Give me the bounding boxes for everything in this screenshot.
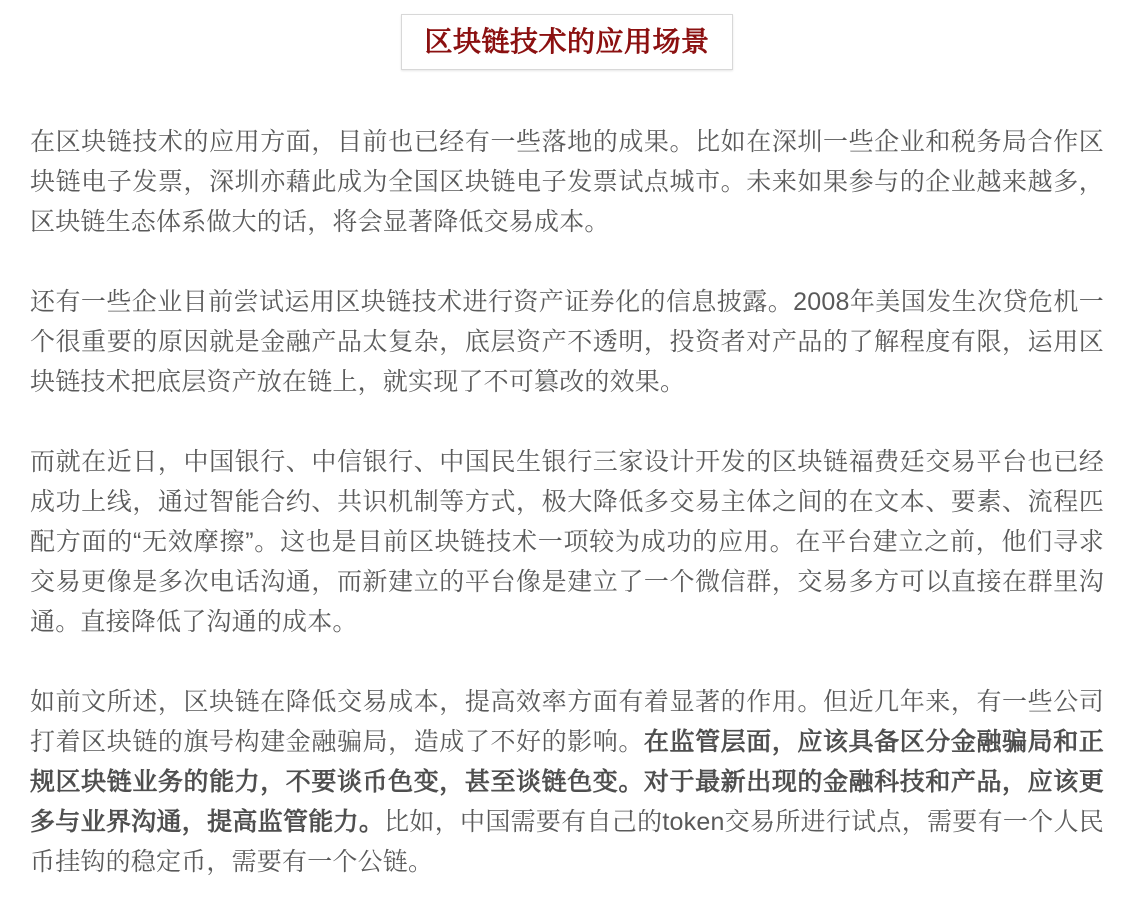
article-title-box <box>401 14 732 70</box>
article-title: 区块链技术的应用场景 <box>424 26 710 57</box>
paragraph-3 <box>30 442 1104 642</box>
paragraph-4-bold-text: 在监管层面，应该具备区分金融骗局和正规区块链业务的能力，不要谈币色变，甚至谈链色变。对于最新出现的金融科技和产品，应该更多与业界沟通，提高监管能力。 <box>30 728 1104 836</box>
paragraph-1 <box>30 122 1104 242</box>
paragraph-4-text-before: 如前文所述，区块链在降低交易成本，提高效率方面有着显著的作用。但近几年来，有一些公司打着区块链的旗号构建金融骗局，造成了不好的影响。 <box>30 688 1104 756</box>
paragraph-3-text: 而就在近日，中国银行、中信银行、中国民生银行三家设计开发的区块链福费廷交易平台也已经成功上线，通过智能合约、共识机制等方式，极大降低多交易主体之间的在文本、要素、流程匹配方面的“无效摩擦”。这也是目前区块链技术一项较为成功的应用。在平台建立之前，他们寻求交易更像是多次电话沟通，而新建立的平台像是建立了一个微信群，交易多方可以直接在群里沟通。直接降低了沟通的成本。 <box>30 448 1104 636</box>
article-body <box>30 122 1104 882</box>
paragraph-4 <box>30 682 1104 882</box>
paragraph-2-text: 还有一些企业目前尝试运用区块链技术进行资产证券化的信息披露。2008年美国发生次贷危机一个很重要的原因就是金融产品太复杂，底层资产不透明，投资者对产品的了解程度有限，运用区块链技术把底层资产放在链上，就实现了不可篡改的效果。 <box>30 288 1104 396</box>
paragraph-4-text-after: 比如，中国需要有自己的token交易所进行试点，需要有一个人民币挂钩的稳定币，需要有一个公链。 <box>30 808 1104 876</box>
paragraph-1-text: 在区块链技术的应用方面，目前也已经有一些落地的成果。比如在深圳一些企业和税务局合作区块链电子发票，深圳亦藉此成为全国区块链电子发票试点城市。未来如果参与的企业越来越多，区块链生态体系做大的话，将会显著降低交易成本。 <box>30 128 1104 236</box>
paragraph-2 <box>30 282 1104 402</box>
